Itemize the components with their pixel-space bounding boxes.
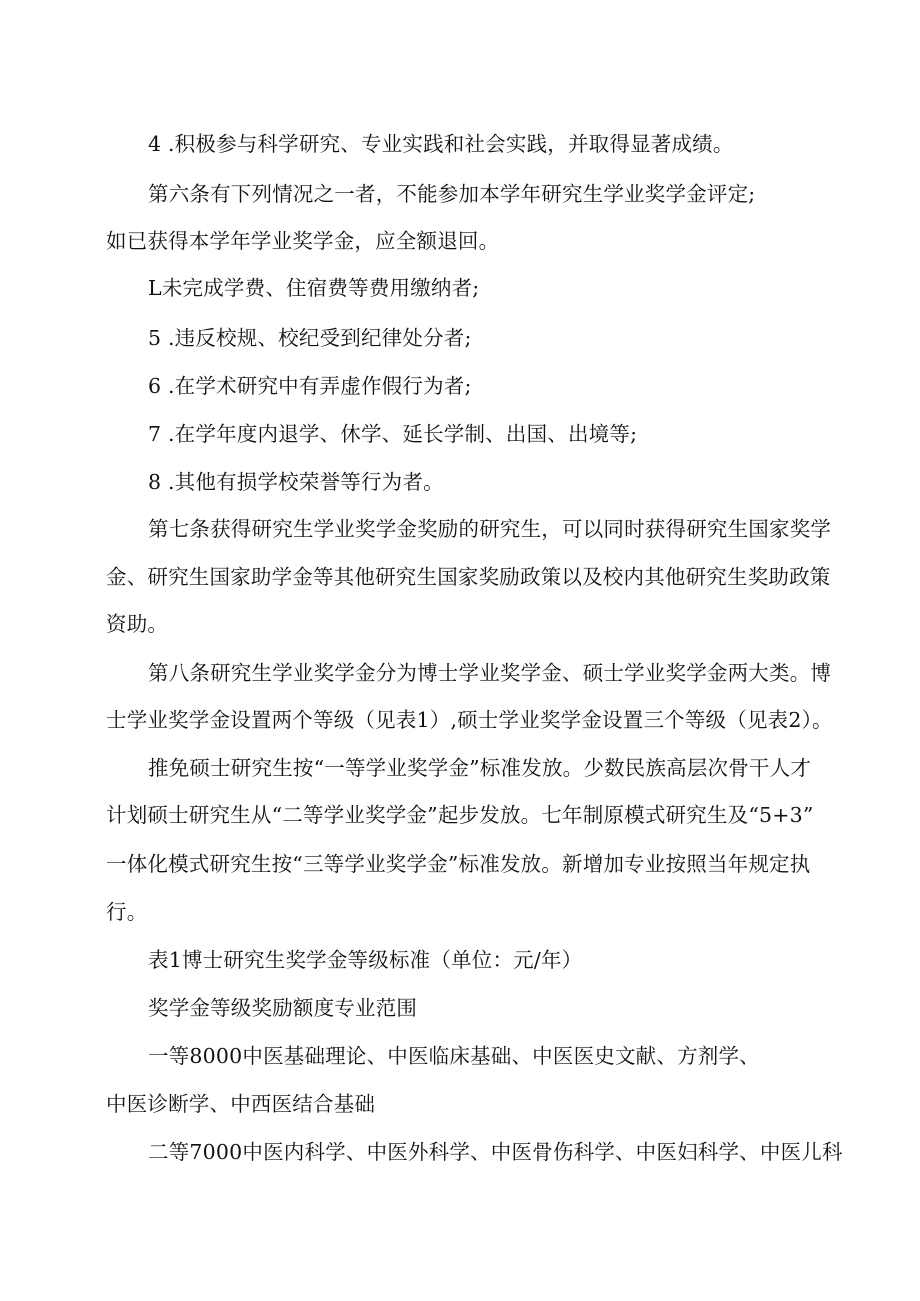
paragraph-line: 第七条获得研究生学业奖学金奖励的研究生，可以同时获得研究生国家奖学 <box>148 517 832 541</box>
paragraph-line: 资助。 <box>106 612 169 636</box>
paragraph-line: 7 .在学年度内退学、休学、延长学制、出国、出境等; <box>148 422 638 446</box>
paragraph-line: 第八条研究生学业奖学金分为博士学业奖学金、硕士学业奖学金两大类。博 <box>148 661 832 685</box>
paragraph-line: 推免硕士研究生按“一等学业奖学金”标准发放。少数民族高层次骨干人才 <box>148 756 812 780</box>
paragraph-line: L未完成学费、住宿费等费用缴纳者; <box>148 276 480 300</box>
table-header: 奖学金等级奖励额度专业范围 <box>148 996 418 1020</box>
paragraph-line: 第六条有下列情况之一者，不能参加本学年研究生学业奖学金评定; <box>148 182 756 206</box>
paragraph-line: 8 .其他有损学校荣誉等行为者。 <box>148 470 444 494</box>
paragraph-line: 6 .在学术研究中有弄虚作假行为者; <box>148 374 472 398</box>
paragraph-line: 如已获得本学年学业奖学金，应全额退回。 <box>106 229 500 253</box>
paragraph-line: 一体化模式研究生按“三等学业奖学金”标准发放。新增加专业按照当年规定执 <box>106 852 811 876</box>
table-row-continuation: 中医诊断学、中西医结合基础 <box>106 1092 376 1116</box>
paragraph-line: 4 .积极参与科学研究、专业实践和社会实践，并取得显著成绩。 <box>148 132 734 156</box>
paragraph-line: 5 .违反校规、校纪受到纪律处分者; <box>148 326 472 350</box>
table-row: 一等8000中医基础理论、中医临床基础、中医医史文献、方剂学、 <box>148 1044 760 1068</box>
table-row: 二等7000中医内科学、中医外科学、中医骨伤科学、中医妇科学、中医儿科 <box>148 1140 843 1164</box>
paragraph-line: 士学业奖学金设置两个等级（见表1）,硕士学业奖学金设置三个等级（见表2）。 <box>106 708 833 732</box>
table-caption: 表1博士研究生奖学金等级标准（单位：元/年） <box>148 948 583 972</box>
paragraph-line: 行。 <box>106 900 148 924</box>
paragraph-line: 金、研究生国家助学金等其他研究生国家奖励政策以及校内其他研究生奖助政策 <box>106 565 831 589</box>
paragraph-line: 计划硕士研究生从“二等学业奖学金”起步发放。七年制原模式研究生及“5+3” <box>106 803 814 827</box>
